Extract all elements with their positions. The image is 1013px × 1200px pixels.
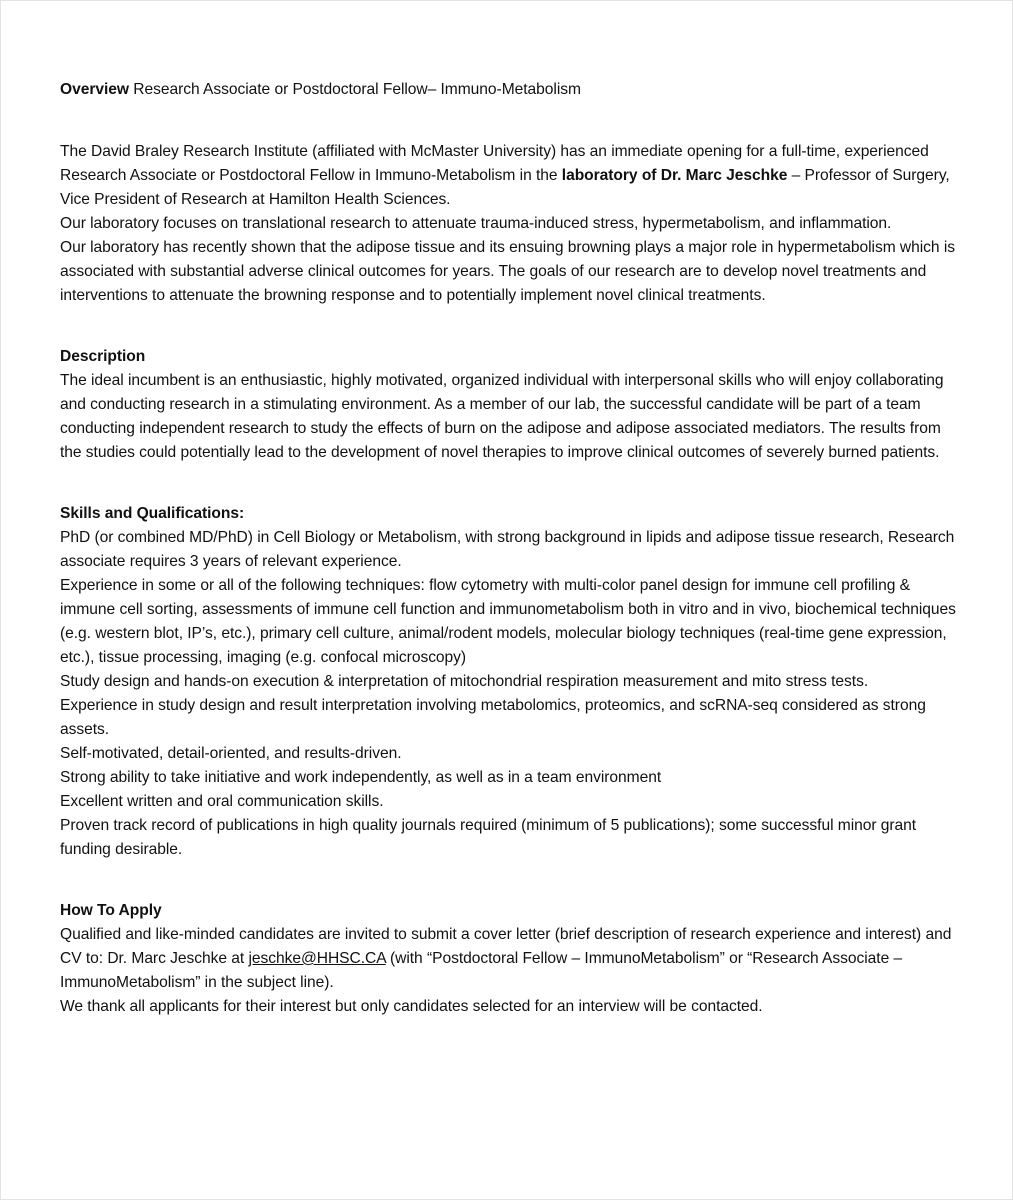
apply-paragraph-1: Qualified and like-minded candidates are invited to submit a cover letter (brief description of research experience and interest) and CV to: Dr. Marc Jeschke at jeschke@HHSC.CA (with “Postdoctoral Fellow – ImmunoMetabolism” or “Research Associate – ImmunoMetabolism” in the subject line). [60, 926, 952, 991]
apply-paragraph-2: We thank all applicants for their interest but only candidates selected for an interview will be contacted. [60, 998, 763, 1015]
description-body: The ideal incumbent is an enthusiastic, highly motivated, organized individual with interpersonal skills who will enjoy collaborating and conducting research in a stimulating environment. As a member of our lab, the successful candidate will be part of a team conducting independent research to study the effects of burn on the adipose and adipose associated mediators. The results from the studies could potentially lead to the development of novel therapies to improve clinical outcomes of severely burned patients. [60, 372, 944, 461]
intro-paragraph-2: Our laboratory focuses on translational research to attenuate trauma-induced stress, hypermetabolism, and inflammation. [60, 215, 892, 232]
overview-label: Overview [60, 81, 129, 98]
overview-line [60, 78, 960, 102]
skills-item: Study design and hands-on execution & interpretation of mitochondrial respiration measurement and mito stress tests. [60, 673, 869, 690]
skills-heading: Skills and Qualifications: [60, 505, 245, 522]
intro-paragraph-3: Our laboratory has recently shown that the adipose tissue and its ensuing browning plays a major role in hypermetabolism which is associated with substantial adverse clinical outcomes for years. The goals of our research are to develop novel treatments and interventions to attenuate the browning response and to potentially implement novel clinical treatments. [60, 239, 955, 304]
spacer [60, 862, 960, 899]
description-heading: Description [60, 348, 146, 365]
job-title: Research Associate or Postdoctoral Fellow– Immuno-Metabolism [133, 81, 581, 98]
apply-heading: How To Apply [60, 902, 162, 919]
spacer [60, 465, 960, 502]
email-link[interactable]: jeschke@HHSC.CA [248, 950, 386, 967]
skills-item: Experience in some or all of the following techniques: flow cytometry with multi-color panel design for immune cell profiling & immune cell sorting, assessments of immune cell function and immunometabolism both in vitro and in vivo, biochemical techniques (e.g. western blot, IP’s, etc.), primary cell culture, animal/rodent models, molecular biology techniques (real-time gene expression, etc.), tissue processing, imaging (e.g. confocal microscopy) [60, 577, 956, 666]
skills-item: Excellent written and oral communication skills. [60, 793, 384, 810]
skills-item: Strong ability to take initiative and work independently, as well as in a team environment [60, 769, 662, 786]
spacer [60, 308, 960, 345]
lab-name: laboratory of Dr. Marc Jeschke [561, 167, 788, 184]
skills-item: Proven track record of publications in high quality journals required (minimum of 5 publications); some successful minor grant funding desirable. [60, 817, 917, 858]
document-body [60, 78, 960, 1019]
skills-item: Experience in study design and result interpretation involving metabolomics, proteomics, and scRNA-seq considered as strong assets. [60, 697, 926, 738]
spacer [60, 102, 960, 140]
skills-item: PhD (or combined MD/PhD) in Cell Biology or Metabolism, with strong background in lipids and adipose tissue research, Research associate requires 3 years of relevant experience. [60, 529, 955, 570]
intro-paragraph-1: The David Braley Research Institute (affiliated with McMaster University) has an immediate opening for a full-time, experienced Research Associate or Postdoctoral Fellow in Immuno-Metabolism in the laboratory of Dr. Marc Jeschke – Professor of Surgery, Vice President of Research at Hamilton Health Sciences. [60, 143, 950, 208]
skills-item: Self-motivated, detail-oriented, and results-driven. [60, 745, 402, 762]
